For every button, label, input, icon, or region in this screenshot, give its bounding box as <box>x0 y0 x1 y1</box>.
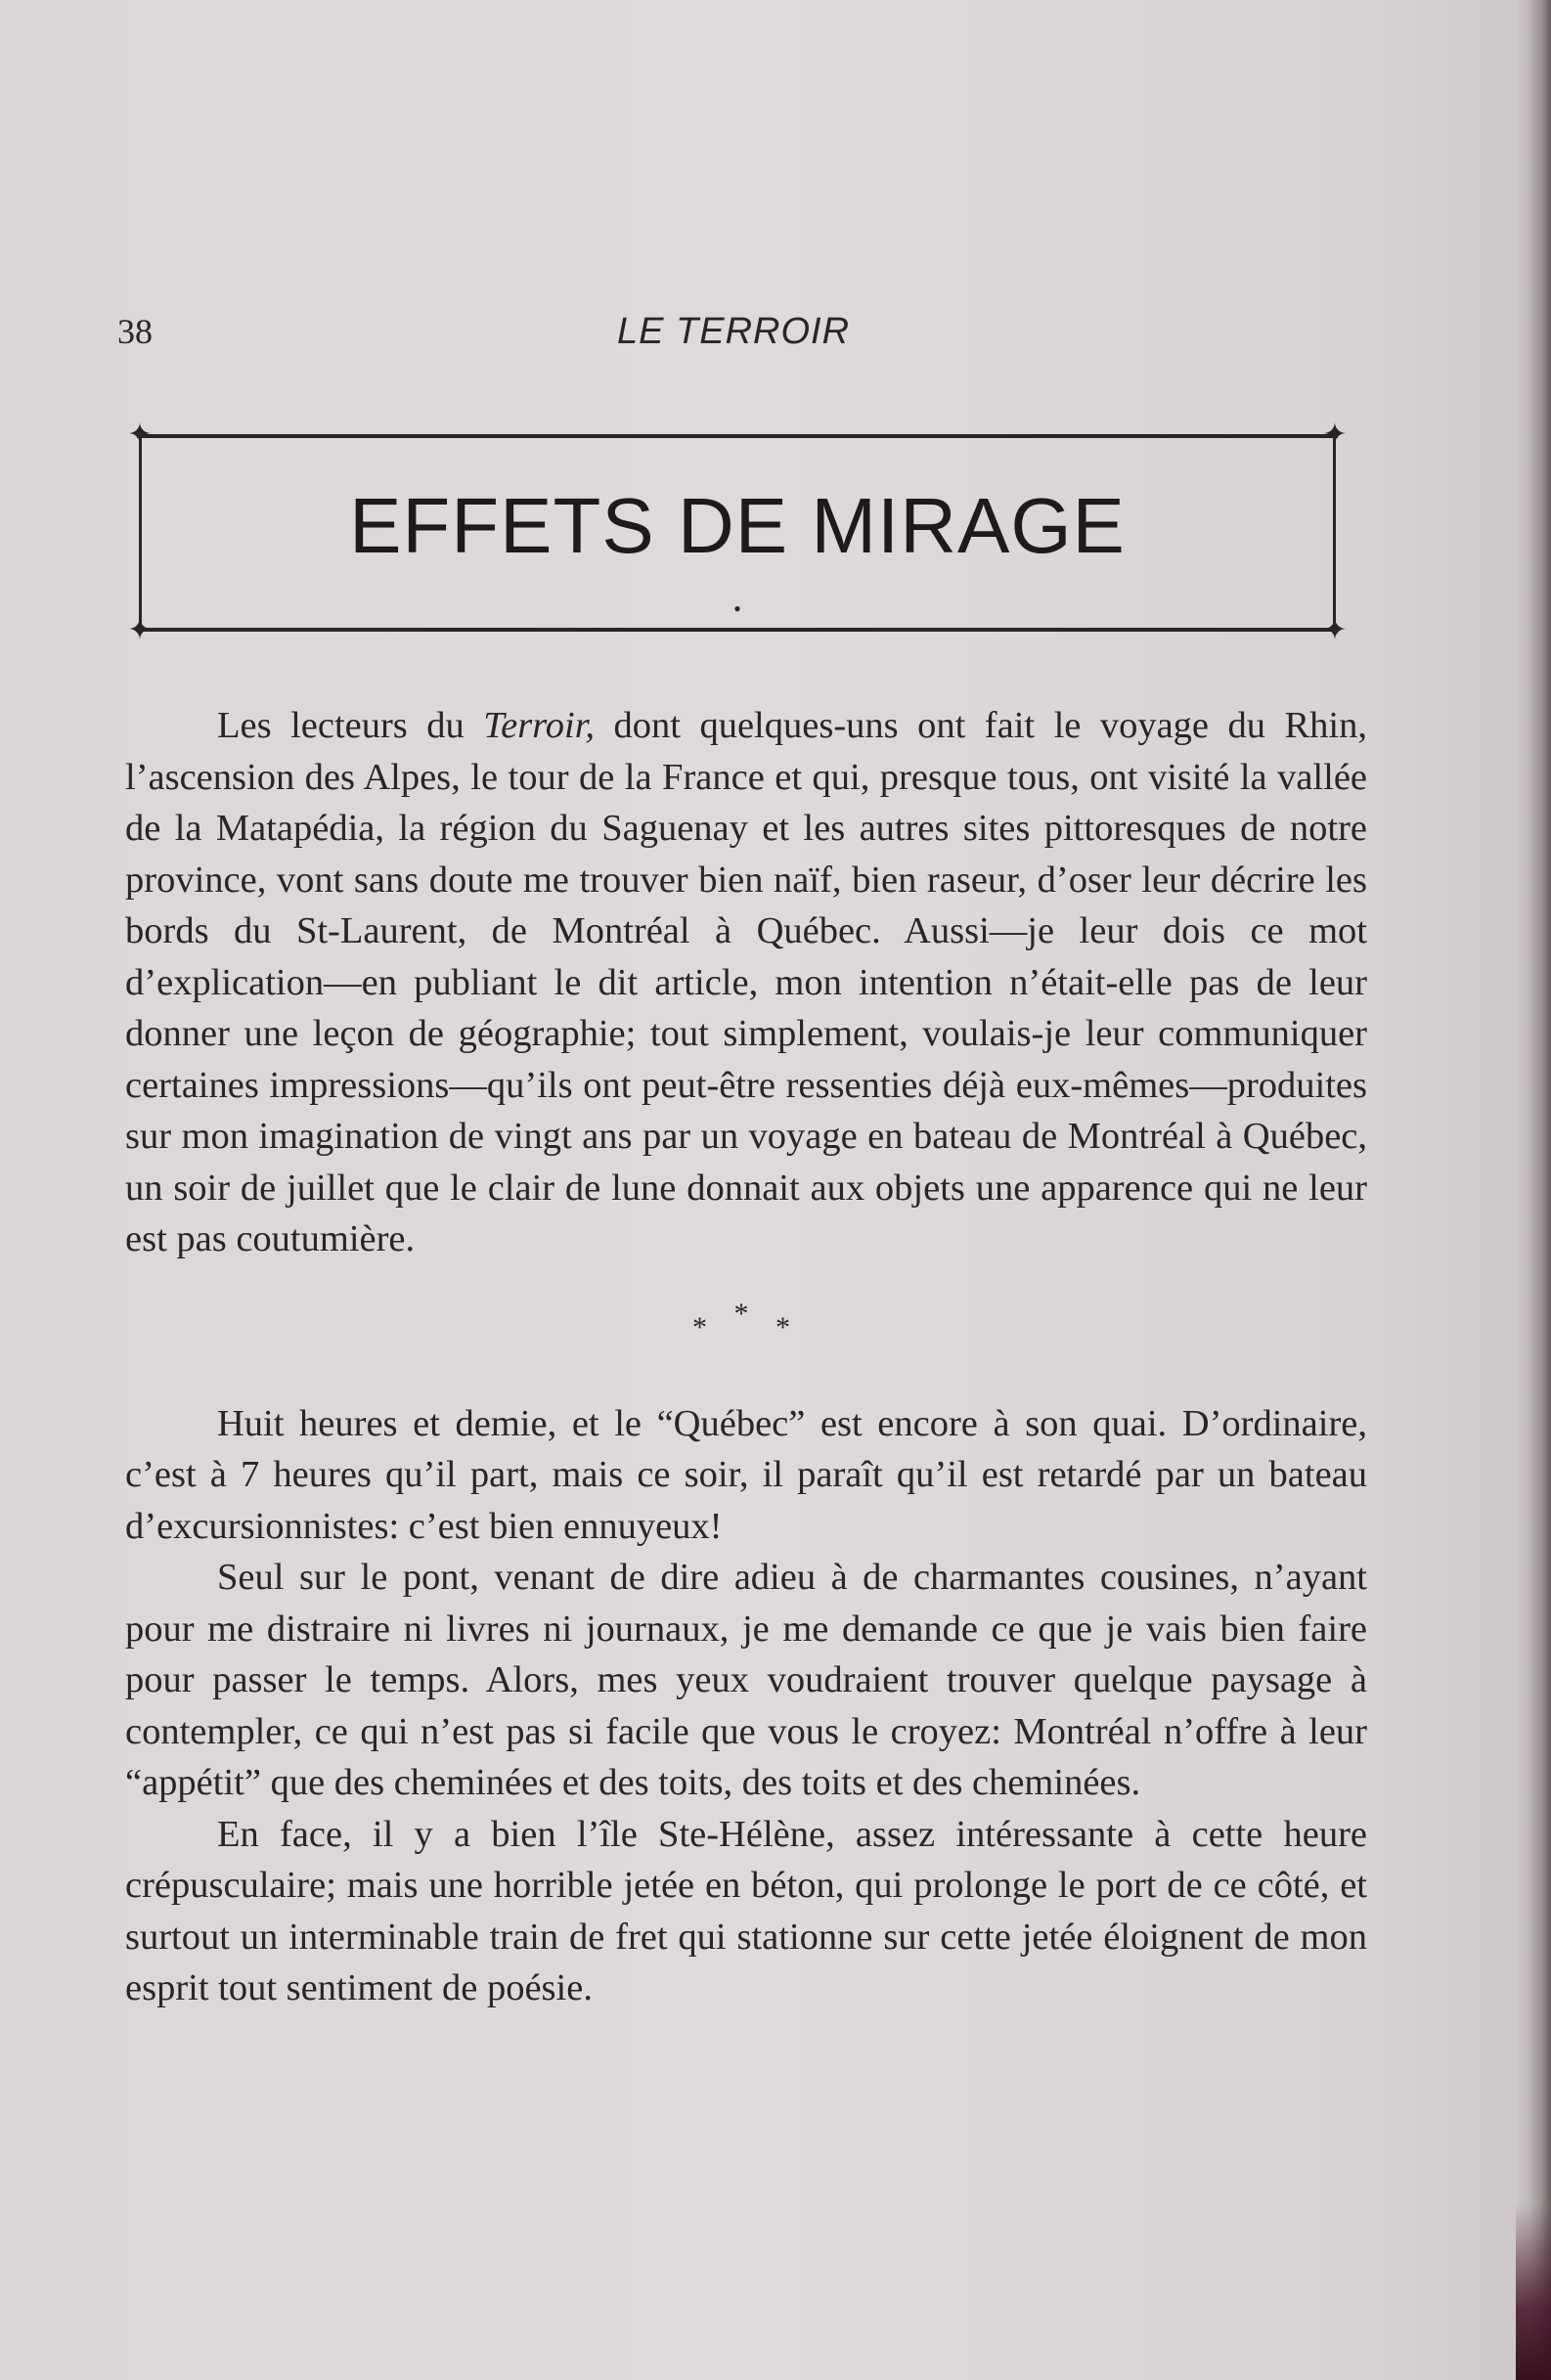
frame-top-rule <box>137 434 1338 438</box>
title-bullet-icon: • <box>733 596 741 621</box>
corner-ornament-icon: ✦ <box>127 614 153 646</box>
paragraph-4: En face, il y a bien l’île Ste-Hélène, assez intéressante à cette heure crépusculaire; mais une horrible jetée en béton, qui prolonge le port de ce côté, et surtout un interminable train de fret qui stationne sur cette jetée éloignent de mon esprit tout sentiment de poésie. <box>125 1813 1367 2008</box>
page-number: 38 <box>117 312 153 351</box>
paragraph-1-rest: dont quelques-uns ont fait le voyage du Rhin, l’ascension des Alpes, le tour de la France et qui, presque tous, ont visité la vallée de la Matapédia, la région du Saguenay et les autres sites pittoresques de notre province, vont sans doute me trouver bien naïf, bien raseur, d’oser leur décrire les bords du St-Laurent, de Montréal à Québec. Aussi—je leur dois ce mot d’explication—en publiant le dit article, mon intention n’était-elle pas de leur donner une leçon de géographie; tout simplement, voulais-je leur communiquer certaines impressions—qu’ils ont peut-être ressenties déjà eux-mêmes—produites sur mon imagination de vingt ans par un voyage en bateau de Montréal à Québec, un soir de juillet que le clair de lune donnait aux objets une apparence qui ne leur est pas coutumière. <box>125 705 1367 1259</box>
binding-edge <box>1516 2204 1551 2380</box>
article-body <box>125 700 1367 2014</box>
page-header <box>117 311 1350 370</box>
asterisk-icon: * <box>692 1310 717 1344</box>
paragraph-2: Huit heures et demie, et le “Québec” est encore à son quai. D’ordinaire, c’est à 7 heures qu’il part, mais ce soir, il paraît qu’il est retardé par un bateau d’excursionnistes: c’est bien ennuyeux! <box>125 1402 1367 1547</box>
paragraph-3: Seul sur le pont, venant de dire adieu à de charmantes cousines, n’ayant pour me distraire ni livres ni journaux, je me demande ce que je vais bien faire pour passer le temps. Alors, mes yeux voudraient trouver quelque paysage à contempler, ce qui n’est pas si facile que vous le croyez: Montréal n’offre à leur “appétit” que des cheminées et des toits, des toits et des cheminées. <box>125 1557 1367 1803</box>
page-edge <box>1516 0 1551 2380</box>
title-frame <box>125 411 1350 655</box>
asterisk-icon: * <box>733 1297 759 1330</box>
paragraph-1 <box>125 700 1367 1265</box>
journal-name: Terroir, <box>483 705 596 746</box>
corner-ornament-icon: ✦ <box>1322 419 1348 451</box>
frame-bottom-rule <box>137 628 1338 632</box>
running-title: LE TERROIR <box>616 311 851 352</box>
corner-ornament-icon: ✦ <box>127 419 153 451</box>
asterisk-icon: * <box>776 1310 800 1344</box>
corner-ornament-icon: ✦ <box>1322 614 1348 646</box>
paragraph-1-start: Les lecteurs du <box>217 705 484 746</box>
section-break <box>125 1297 1367 1347</box>
article-title: EFFETS DE MIRAGE <box>349 482 1126 569</box>
